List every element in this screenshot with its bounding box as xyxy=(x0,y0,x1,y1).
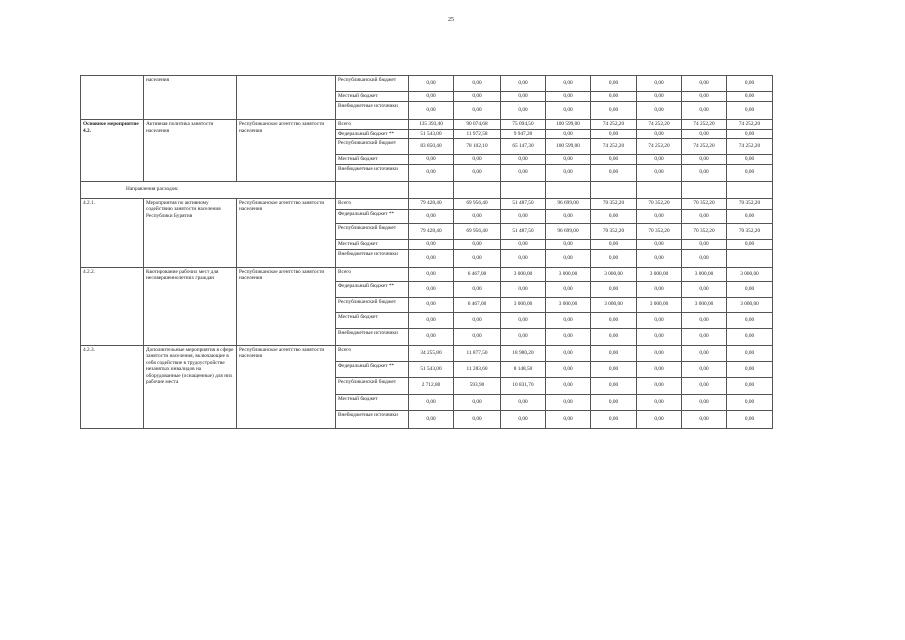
amount-cell: 0,00 xyxy=(727,281,773,297)
amount-cell: 0,00 xyxy=(682,410,727,428)
amount-cell: 0,00 xyxy=(454,155,501,165)
event-name: Активная политика занятости населения xyxy=(144,120,237,182)
amount-cell: 3 000,00 xyxy=(637,267,682,281)
amount-cell: 0,00 xyxy=(682,312,727,328)
amount-cell: 0,00 xyxy=(454,76,501,92)
amount-cell: 0,00 xyxy=(546,361,591,377)
funding-source: Федеральный бюджет ** xyxy=(336,129,409,139)
amount-cell: 3 000,00 xyxy=(682,297,727,312)
amount-cell: 0,00 xyxy=(454,92,501,102)
amount-cell: 135 393,40 xyxy=(409,120,454,130)
amount-cell: 70 352,20 xyxy=(727,198,773,209)
amount-cell: 0,00 xyxy=(682,239,727,249)
amount-cell: 0,00 xyxy=(546,328,591,345)
amount-cell: 0,00 xyxy=(682,155,727,165)
amount-cell: 0,00 xyxy=(409,297,454,312)
amount-cell: 74 252,20 xyxy=(637,120,682,130)
amount-cell: 65 147,30 xyxy=(501,139,546,155)
amount-cell: 0,00 xyxy=(591,209,637,223)
amount-cell: 0,00 xyxy=(546,249,591,267)
amount-cell: 0,00 xyxy=(409,328,454,345)
funding-source: Внебюджетные источники xyxy=(336,410,409,428)
amount-cell: 0,00 xyxy=(682,361,727,377)
amount-cell: 0,00 xyxy=(591,92,637,102)
amount-cell: 3 000,00 xyxy=(546,297,591,312)
amount-cell: 0,00 xyxy=(501,102,546,120)
amount-cell: 0,00 xyxy=(501,281,546,297)
amount-cell: 3 000,00 xyxy=(727,297,773,312)
empty-cell xyxy=(336,181,409,198)
amount-cell: 0,00 xyxy=(637,281,682,297)
amount-cell: 0,00 xyxy=(727,410,773,428)
funding-source: Республиканский бюджет xyxy=(336,297,409,312)
amount-cell: 0,00 xyxy=(501,155,546,165)
amount-cell: 0,00 xyxy=(637,164,682,181)
amount-cell: 0,00 xyxy=(409,249,454,267)
amount-cell: 0,00 xyxy=(637,361,682,377)
table-row xyxy=(81,76,773,92)
amount-cell: 0,00 xyxy=(682,249,727,267)
amount-cell: 0,00 xyxy=(637,394,682,410)
amount-cell: 0,00 xyxy=(591,312,637,328)
amount-cell: 69 956,40 xyxy=(454,223,501,239)
amount-cell: 83 850,40 xyxy=(409,139,454,155)
amount-cell: 0,00 xyxy=(727,209,773,223)
amount-cell: 0,00 xyxy=(637,312,682,328)
amount-cell: 0,00 xyxy=(454,328,501,345)
amount-cell: 11 972,58 xyxy=(454,129,501,139)
amount-cell: 0,00 xyxy=(591,345,637,361)
amount-cell: 0,00 xyxy=(501,328,546,345)
amount-cell: 11 283,60 xyxy=(454,361,501,377)
table-row xyxy=(81,267,773,281)
amount-cell: 0,00 xyxy=(727,92,773,102)
amount-cell: 0,00 xyxy=(501,164,546,181)
amount-cell: 0,00 xyxy=(501,76,546,92)
amount-cell: 0,00 xyxy=(727,102,773,120)
amount-cell: 0,00 xyxy=(591,249,637,267)
empty-cell xyxy=(591,181,637,198)
amount-cell: 0,00 xyxy=(682,281,727,297)
funding-source: Всего xyxy=(336,198,409,209)
event-name: Мероприятия по активному содействию занятости населения Республики Бурятия xyxy=(144,198,237,267)
amount-cell: 74 252,20 xyxy=(682,120,727,130)
amount-cell: 0,00 xyxy=(637,102,682,120)
event-number: 4.2.1. xyxy=(81,198,144,267)
amount-cell: 0,00 xyxy=(591,164,637,181)
funding-source: Местный бюджет xyxy=(336,312,409,328)
amount-cell: 74 252,20 xyxy=(591,139,637,155)
amount-cell: 0,00 xyxy=(637,410,682,428)
amount-cell: 3 000,00 xyxy=(591,267,637,281)
amount-cell: 51 487,50 xyxy=(501,198,546,209)
amount-cell: 70 352,20 xyxy=(591,223,637,239)
amount-cell: 0,00 xyxy=(409,267,454,281)
amount-cell: 0,00 xyxy=(501,410,546,428)
funding-source: Местный бюджет xyxy=(336,92,409,102)
amount-cell: 3 000,00 xyxy=(637,297,682,312)
event-number: 4.2.3. xyxy=(81,345,144,428)
funding-source: Федеральный бюджет ** xyxy=(336,361,409,377)
amount-cell: 0,00 xyxy=(501,312,546,328)
amount-cell: 0,00 xyxy=(454,312,501,328)
amount-cell: 0,00 xyxy=(409,410,454,428)
event-number xyxy=(81,76,144,120)
table-row xyxy=(81,198,773,209)
empty-cell xyxy=(501,181,546,198)
amount-cell: 0,00 xyxy=(454,281,501,297)
table-row xyxy=(81,120,773,130)
amount-cell: 0,00 xyxy=(546,312,591,328)
amount-cell: 0,00 xyxy=(727,312,773,328)
amount-cell: 74 252,20 xyxy=(727,120,773,130)
amount-cell: 6 467,00 xyxy=(454,297,501,312)
event-executor: Республиканское агентство занятости населения xyxy=(237,120,336,182)
amount-cell: 0,00 xyxy=(454,239,501,249)
amount-cell: 0,00 xyxy=(591,239,637,249)
amount-cell: 0,00 xyxy=(727,328,773,345)
amount-cell: 78 102,10 xyxy=(454,139,501,155)
amount-cell: 79 428,40 xyxy=(409,223,454,239)
amount-cell: 96 699,00 xyxy=(546,198,591,209)
amount-cell: 0,00 xyxy=(409,394,454,410)
table-row xyxy=(81,345,773,361)
amount-cell: 0,00 xyxy=(591,328,637,345)
event-executor xyxy=(237,76,336,120)
empty-cell xyxy=(727,181,773,198)
amount-cell: 0,00 xyxy=(727,345,773,361)
funding-source: Всего xyxy=(336,345,409,361)
amount-cell: 0,00 xyxy=(637,155,682,165)
amount-cell: 0,00 xyxy=(591,129,637,139)
amount-cell: 18 980,20 xyxy=(501,345,546,361)
amount-cell: 0,00 xyxy=(591,377,637,394)
empty-cell xyxy=(454,181,501,198)
amount-cell: 70 352,20 xyxy=(637,223,682,239)
amount-cell: 0,00 xyxy=(727,155,773,165)
amount-cell: 74 252,20 xyxy=(682,139,727,155)
amount-cell: 0,00 xyxy=(454,209,501,223)
amount-cell: 3 000,00 xyxy=(727,267,773,281)
amount-cell: 74 252,20 xyxy=(727,139,773,155)
amount-cell: 0,00 xyxy=(409,155,454,165)
amount-cell: 0,00 xyxy=(727,164,773,181)
amount-cell: 10 831,70 xyxy=(501,377,546,394)
amount-cell: 0,00 xyxy=(727,377,773,394)
amount-cell: 69 956,40 xyxy=(454,198,501,209)
amount-cell: 3 000,00 xyxy=(591,297,637,312)
amount-cell: 0,00 xyxy=(409,312,454,328)
event-executor: Республиканское агентство занятости населения xyxy=(237,198,336,267)
amount-cell: 0,00 xyxy=(546,410,591,428)
amount-cell: 3 000,00 xyxy=(546,267,591,281)
amount-cell: 0,00 xyxy=(546,345,591,361)
amount-cell: 0,00 xyxy=(546,102,591,120)
event-number: Основное мероприятие 4.2. xyxy=(81,120,144,182)
amount-cell: 0,00 xyxy=(637,76,682,92)
amount-cell: 0,00 xyxy=(409,92,454,102)
amount-cell: 6 467,00 xyxy=(454,267,501,281)
amount-cell: 0,00 xyxy=(637,92,682,102)
event-number: 4.2.2. xyxy=(81,267,144,345)
funding-source: Республиканский бюджет xyxy=(336,76,409,92)
amount-cell: 0,00 xyxy=(637,328,682,345)
amount-cell: 0,00 xyxy=(591,102,637,120)
amount-cell: 70 352,20 xyxy=(682,198,727,209)
event-name: Дополнительные мероприятия в сфере занятости населения, включающие в себя содействие в трудоустройстве незанятых инвалидов на оборудованные (оснащенные) для них рабочие места xyxy=(144,345,237,428)
amount-cell: 0,00 xyxy=(591,361,637,377)
empty-cell xyxy=(637,181,682,198)
amount-cell: 0,00 xyxy=(637,377,682,394)
amount-cell: 100 599,00 xyxy=(546,139,591,155)
empty-cell xyxy=(682,181,727,198)
funding-source: Всего xyxy=(336,267,409,281)
amount-cell: 0,00 xyxy=(682,377,727,394)
amount-cell: 0,00 xyxy=(727,76,773,92)
amount-cell: 0,00 xyxy=(682,76,727,92)
amount-cell: 0,00 xyxy=(682,394,727,410)
amount-cell: 0,00 xyxy=(682,92,727,102)
amount-cell: 96 699,00 xyxy=(546,223,591,239)
amount-cell: 0,00 xyxy=(501,92,546,102)
amount-cell: 70 352,20 xyxy=(591,198,637,209)
amount-cell: 0,00 xyxy=(454,249,501,267)
amount-cell: 0,00 xyxy=(501,209,546,223)
funding-source: Федеральный бюджет ** xyxy=(336,281,409,297)
funding-source: Местный бюджет xyxy=(336,394,409,410)
amount-cell: 0,00 xyxy=(727,129,773,139)
amount-cell: 0,00 xyxy=(546,209,591,223)
funding-source: Местный бюджет xyxy=(336,155,409,165)
amount-cell: 0,00 xyxy=(454,164,501,181)
event-executor: Республиканское агентство занятости населения xyxy=(237,345,336,428)
funding-source: Всего xyxy=(336,120,409,130)
event-name: населения xyxy=(144,76,237,120)
amount-cell: 100 599,00 xyxy=(546,120,591,130)
funding-source: Внебюджетные источники xyxy=(336,249,409,267)
amount-cell: 0,00 xyxy=(682,164,727,181)
amount-cell: 0,00 xyxy=(546,92,591,102)
funding-source: Республиканский бюджет xyxy=(336,139,409,155)
amount-cell: 34 255,80 xyxy=(409,345,454,361)
amount-cell: 0,00 xyxy=(501,394,546,410)
empty-cell xyxy=(546,181,591,198)
amount-cell: 51 487,50 xyxy=(501,223,546,239)
amount-cell: 0,00 xyxy=(591,76,637,92)
amount-cell: 0,00 xyxy=(454,394,501,410)
amount-cell: 0,00 xyxy=(682,328,727,345)
amount-cell: 0,00 xyxy=(727,361,773,377)
amount-cell: 0,00 xyxy=(637,345,682,361)
section-row xyxy=(81,181,773,198)
amount-cell: 70 352,20 xyxy=(682,223,727,239)
amount-cell: 0,00 xyxy=(682,102,727,120)
amount-cell xyxy=(727,249,773,267)
amount-cell: 0,00 xyxy=(591,155,637,165)
amount-cell: 0,00 xyxy=(546,394,591,410)
amount-cell: 0,00 xyxy=(727,394,773,410)
amount-cell: 3 000,00 xyxy=(682,267,727,281)
budget-table xyxy=(80,75,773,429)
amount-cell: 0,00 xyxy=(546,129,591,139)
amount-cell: 0,00 xyxy=(546,155,591,165)
amount-cell: 0,00 xyxy=(637,129,682,139)
page-number: 25 xyxy=(448,17,454,23)
amount-cell: 0,00 xyxy=(546,76,591,92)
amount-cell: 0,00 xyxy=(591,394,637,410)
section-label: Направления расходов: xyxy=(81,181,336,198)
amount-cell: 3 000,00 xyxy=(501,297,546,312)
amount-cell: 0,00 xyxy=(546,164,591,181)
amount-cell: 0,00 xyxy=(409,102,454,120)
funding-source: Внебюджетные источники xyxy=(336,164,409,181)
amount-cell: 75 094,50 xyxy=(501,120,546,130)
amount-cell: 0,00 xyxy=(454,102,501,120)
event-executor: Республиканское агентство занятости населения xyxy=(237,267,336,345)
funding-source: Внебюджетные источники xyxy=(336,102,409,120)
amount-cell: 0,00 xyxy=(409,281,454,297)
amount-cell: 79 428,40 xyxy=(409,198,454,209)
amount-cell: 0,00 xyxy=(409,164,454,181)
funding-source: Республиканский бюджет xyxy=(336,377,409,394)
amount-cell: 0,00 xyxy=(501,239,546,249)
amount-cell: 593,90 xyxy=(454,377,501,394)
funding-source: Внебюджетные источники xyxy=(336,328,409,345)
amount-cell: 0,00 xyxy=(727,239,773,249)
amount-cell: 90 074,68 xyxy=(454,120,501,130)
event-name: Квотирование рабочих мест для несовершеннолетних граждан xyxy=(144,267,237,345)
amount-cell: 8 148,50 xyxy=(501,361,546,377)
amount-cell: 70 352,20 xyxy=(637,198,682,209)
amount-cell: 0,00 xyxy=(591,281,637,297)
funding-source: Республиканский бюджет xyxy=(336,223,409,239)
amount-cell: 0,00 xyxy=(501,249,546,267)
amount-cell: 0,00 xyxy=(454,410,501,428)
amount-cell: 70 352,20 xyxy=(727,223,773,239)
amount-cell: 2 712,80 xyxy=(409,377,454,394)
amount-cell: 0,00 xyxy=(546,377,591,394)
amount-cell: 51 543,00 xyxy=(409,129,454,139)
amount-cell: 51 543,00 xyxy=(409,361,454,377)
empty-cell xyxy=(409,181,454,198)
amount-cell: 9 947,20 xyxy=(501,129,546,139)
amount-cell: 0,00 xyxy=(682,209,727,223)
amount-cell: 0,00 xyxy=(409,209,454,223)
amount-cell: 0,00 xyxy=(546,281,591,297)
amount-cell: 0,00 xyxy=(637,249,682,267)
amount-cell: 0,00 xyxy=(546,239,591,249)
amount-cell: 0,00 xyxy=(682,129,727,139)
amount-cell: 0,00 xyxy=(682,345,727,361)
amount-cell: 0,00 xyxy=(409,239,454,249)
amount-cell: 0,00 xyxy=(637,209,682,223)
amount-cell: 0,00 xyxy=(637,239,682,249)
amount-cell: 0,00 xyxy=(591,410,637,428)
amount-cell: 74 252,20 xyxy=(591,120,637,130)
funding-source: Местный бюджет xyxy=(336,239,409,249)
amount-cell: 3 000,00 xyxy=(501,267,546,281)
amount-cell: 0,00 xyxy=(409,76,454,92)
funding-source: Федеральный бюджет ** xyxy=(336,209,409,223)
amount-cell: 11 877,50 xyxy=(454,345,501,361)
amount-cell: 74 252,20 xyxy=(637,139,682,155)
